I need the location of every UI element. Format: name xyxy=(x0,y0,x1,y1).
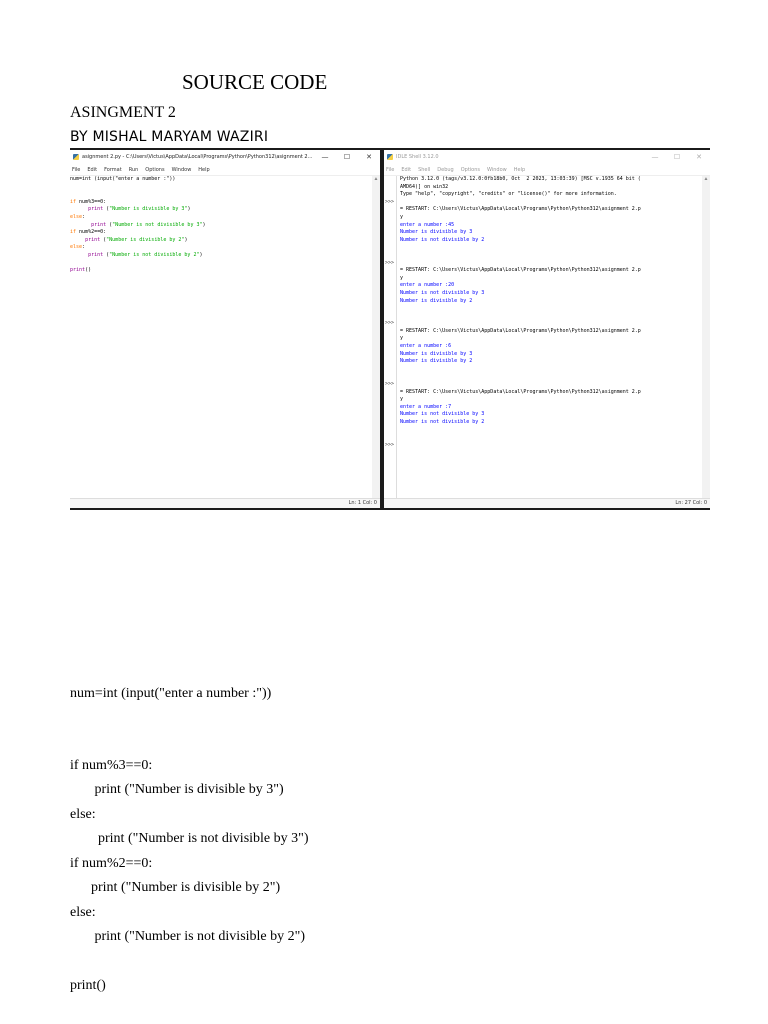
listing-line: if num%3==0: xyxy=(70,758,153,773)
code-line xyxy=(70,191,372,199)
menu-file[interactable]: File xyxy=(72,166,81,173)
menu-run[interactable]: Run xyxy=(128,166,139,173)
editor-titlebar xyxy=(70,150,380,164)
shell-line: enter a number :45 xyxy=(400,221,455,228)
close-button[interactable]: ✕ xyxy=(696,153,702,161)
shell-line xyxy=(400,381,702,389)
menu-help[interactable]: Help xyxy=(513,166,526,173)
code-line: num=int (input("enter a number :")) xyxy=(70,176,176,182)
shell-titlebar xyxy=(384,150,710,164)
shell-line: Number is not divisible by 2 xyxy=(400,236,485,243)
shell-line: Number is not divisible by 3 xyxy=(400,411,485,418)
shell-line xyxy=(400,427,702,435)
menu-options[interactable]: Options xyxy=(460,166,481,173)
maximize-button[interactable]: ☐ xyxy=(343,153,351,161)
shell-line: enter a number :7 xyxy=(400,403,452,410)
document-author: BY MISHAL MARYAM WAZIRI xyxy=(70,129,269,145)
editor-window xyxy=(70,150,380,508)
shell-line xyxy=(400,366,702,374)
menu-debug[interactable]: Debug xyxy=(437,166,454,173)
document-title: SOURCE CODE xyxy=(182,70,328,94)
screenshot-image xyxy=(70,148,710,510)
scroll-up-icon[interactable]: ▲ xyxy=(373,177,379,182)
editor-status: Ln: 1 Col: 0 xyxy=(70,498,380,508)
menu-help[interactable]: Help xyxy=(198,166,210,173)
shell-status: Ln: 27 Col: 0 xyxy=(384,498,710,508)
shell-line xyxy=(400,320,702,328)
listing-line: print ("Number is divisible by 3") xyxy=(70,782,284,797)
shell-line xyxy=(400,260,702,268)
shell-line: Number is not divisible by 2 xyxy=(400,419,485,425)
listing-line: else: xyxy=(70,807,96,822)
shell-line: Type "help", "copyright", "credits" or "license()" for more information. xyxy=(400,191,617,198)
shell-line: y xyxy=(400,213,404,220)
python-icon xyxy=(73,154,79,160)
listing-line: print ("Number is not divisible by 2") xyxy=(70,929,306,944)
editor-menubar xyxy=(70,164,380,176)
shell-line: Number is not divisible by 3 xyxy=(400,289,485,296)
shell-window xyxy=(384,150,710,508)
menu-window[interactable]: Window xyxy=(487,166,507,173)
code-line: if num%3==0: xyxy=(70,198,107,205)
shell-prompt: >>> xyxy=(385,198,395,205)
listing-line: num=int (input("enter a number :")) xyxy=(70,686,272,701)
menu-window[interactable]: Window xyxy=(171,166,192,173)
shell-line: Number is divisible by 3 xyxy=(400,229,473,236)
shell-prompt: >>> xyxy=(385,442,395,448)
code-line xyxy=(70,184,372,192)
minimize-button[interactable]: — xyxy=(651,153,659,161)
shell-line xyxy=(400,252,702,260)
minimize-button[interactable]: — xyxy=(321,153,329,161)
menu-format[interactable]: Format xyxy=(104,166,122,173)
shell-prompt: >>> xyxy=(385,320,395,327)
shell-line: = RESTART: C:\Users\Victus\AppData\Local\Programs\Python\Python312\asignment 2.p xyxy=(400,267,641,274)
shell-line xyxy=(400,373,702,381)
shell-line: Number is divisible by 2 xyxy=(400,358,473,365)
shell-line: y xyxy=(400,335,404,342)
menu-edit[interactable]: Edit xyxy=(87,166,98,173)
shell-line: y xyxy=(400,274,404,281)
listing-line: else: xyxy=(70,905,96,920)
shell-output-area[interactable] xyxy=(400,176,702,499)
shell-line: = RESTART: C:\Users\Victus\AppData\Local\Programs\Python\Python312\asignment 2.p xyxy=(400,327,641,334)
python-icon xyxy=(387,154,393,160)
listing-line: print ("Number is divisible by 2") xyxy=(70,880,281,895)
code-line: print ("Number is divisible by 3") xyxy=(88,206,191,213)
shell-scrollbar[interactable] xyxy=(702,176,710,499)
shell-prompt: >>> xyxy=(385,381,395,388)
code-line: print ("Number is not divisible by 2") xyxy=(88,251,203,258)
shell-line: enter a number :20 xyxy=(400,282,455,289)
shell-line: = RESTART: C:\Users\Victus\AppData\Local\Programs\Python\Python312\asignment 2.p xyxy=(400,388,641,395)
shell-line: = RESTART: C:\Users\Victus\AppData\Local\Programs\Python\Python312\asignment 2.p xyxy=(400,206,641,213)
code-line: if num%2==0: xyxy=(70,229,107,236)
scroll-up-icon[interactable]: ▲ xyxy=(703,177,709,182)
editor-code-area[interactable] xyxy=(70,176,372,499)
shell-prompt-gutter xyxy=(384,176,397,499)
code-line: print() xyxy=(70,267,92,274)
menu-shell[interactable]: Shell xyxy=(418,166,431,173)
shell-line: Number is divisible by 2 xyxy=(400,297,473,304)
shell-title: IDLE Shell 3.12.0 xyxy=(396,154,439,160)
document-subtitle: ASINGMENT 2 xyxy=(70,104,176,121)
shell-line xyxy=(400,313,702,321)
menu-file[interactable]: File xyxy=(386,166,395,173)
shell-line: Python 3.12.0 (tags/v3.12.0:0fb18b0, Oct 2 2023, 13:03:39) [MSC v.1935 64 bit ( xyxy=(400,176,641,182)
code-line xyxy=(70,260,372,268)
shell-menubar xyxy=(384,164,710,176)
editor-scrollbar[interactable] xyxy=(372,176,380,499)
shell-line: AMD64)] on win32 xyxy=(400,183,449,190)
shell-prompt: >>> xyxy=(385,259,395,266)
shell-line xyxy=(400,305,702,313)
editor-title: asignment 2.py - C:\Users\Victus\AppData\Local\Programs\Python\Python312\asignment 2... xyxy=(82,154,313,160)
code-line: else: xyxy=(70,213,86,220)
shell-line: y xyxy=(400,396,404,403)
code-line: print ("Number is divisible by 2") xyxy=(85,236,188,243)
menu-options[interactable]: Options xyxy=(145,166,165,173)
menu-edit[interactable]: Edit xyxy=(401,166,412,173)
listing-line: print() xyxy=(70,978,106,993)
shell-line: Number is divisible by 3 xyxy=(400,350,473,357)
code-line: else: xyxy=(70,244,86,251)
shell-line xyxy=(400,434,702,442)
listing-line: if num%2==0: xyxy=(70,856,153,871)
maximize-button[interactable]: ☐ xyxy=(673,153,681,161)
shell-line xyxy=(400,199,702,207)
close-button[interactable]: ✕ xyxy=(366,153,372,161)
shell-line: enter a number :6 xyxy=(400,343,452,350)
code-line: print ("Number is not divisible by 3") xyxy=(91,221,206,228)
shell-line xyxy=(400,244,702,252)
listing-line: print ("Number is not divisible by 3") xyxy=(70,831,309,846)
